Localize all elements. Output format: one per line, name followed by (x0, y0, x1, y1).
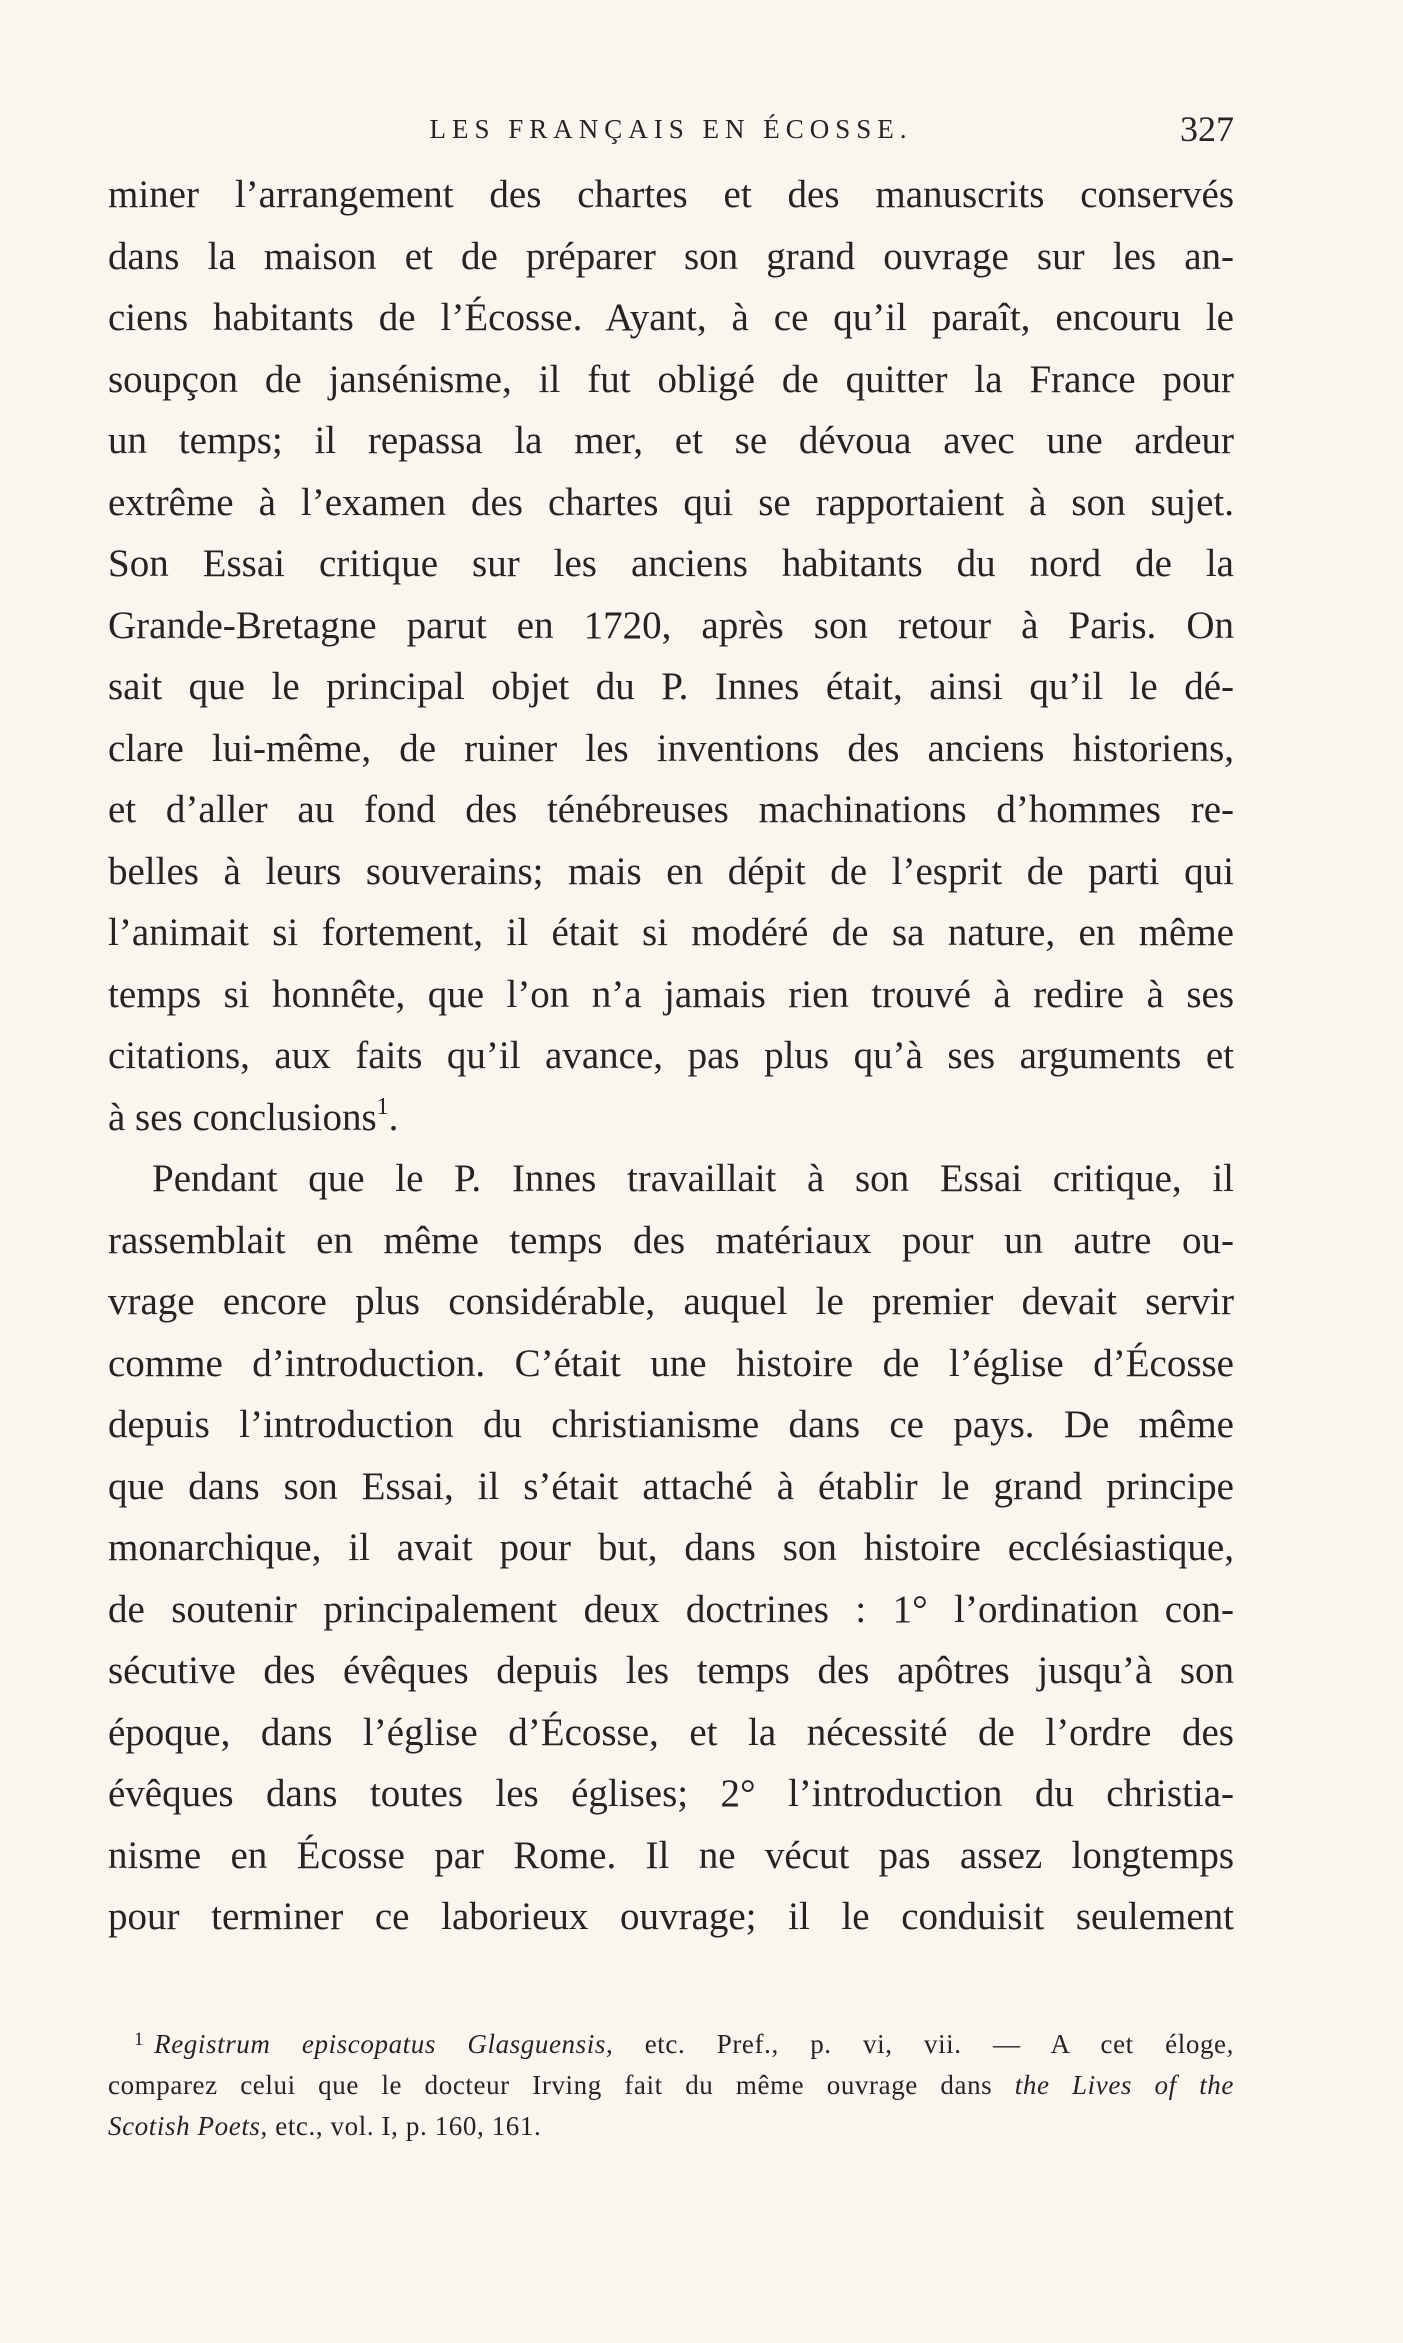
text-line: Grande-Bretagne parut en 1720, après son retour à Paris. On (108, 603, 1234, 647)
footnote-text: etc., vol. I, p. 160, 161. (267, 2111, 542, 2141)
text-line: l’animait si fortement, il était si modéré de sa nature, en même (108, 911, 1234, 954)
text-line: belles à leurs souverains; mais en dépit de l’esprit de parti qui (108, 849, 1234, 893)
text-line: nisme en Écosse par Rome. Il ne vécut pas assez longtemps (108, 1833, 1234, 1877)
main-text (108, 164, 1234, 1948)
text-line: sécutive des évêques depuis les temps des apôtres jusqu’à son (108, 1649, 1234, 1692)
footnote-line (108, 2106, 1234, 2147)
text-line: rassemblait en même temps des matériaux pour un autre ou- (108, 1218, 1234, 1262)
text-line: vrage encore plus considérable, auquel le premier devait servir (108, 1280, 1234, 1323)
text-line: ciens habitants de l’Écosse. Ayant, à ce qu’il paraît, encouru le (108, 296, 1234, 339)
footnote-mark: 1 (134, 2029, 145, 2050)
text-line: époque, dans l’église d’Écosse, et la nécessité de l’ordre des (108, 1710, 1234, 1754)
footnote-title: the Lives of the (1014, 2070, 1234, 2100)
footnote-title: Registrum episcopatus Glasguensis, (154, 2029, 614, 2059)
paragraph-start-line: Pendant que le P. Innes travaillait à son Essai critique, il (152, 1157, 1234, 1200)
text-line: sait que le principal objet du P. Innes était, ainsi qu’il le dé- (108, 665, 1234, 708)
footnote-text: etc. Pref., p. vi, vii. — A cet éloge, (613, 2029, 1234, 2059)
footnote-line (108, 2024, 1234, 2065)
text-span: . (388, 1095, 399, 1139)
text-line: soupçon de jansénisme, il fut obligé de quitter la France pour (108, 357, 1234, 401)
text-line: que dans son Essai, il s’était attaché à établir le grand principe (108, 1464, 1234, 1508)
text-line: dans la maison et de préparer son grand ouvrage sur les an- (108, 234, 1234, 278)
text-line: temps si honnête, que l’on n’a jamais rien trouvé à redire à ses (108, 972, 1234, 1016)
footnote-reference: 1 (376, 1093, 389, 1120)
text-line: et d’aller au fond des ténébreuses machinations d’hommes re- (108, 788, 1234, 831)
footnote-line (108, 2065, 1234, 2106)
text-line: évêques dans toutes les églises; 2° l’introduction du christia- (108, 1772, 1234, 1815)
running-header (108, 108, 1234, 154)
text-line: de soutenir principalement deux doctrines : 1° l’ordination con- (108, 1587, 1234, 1631)
text-line: clare lui-même, de ruiner les inventions des anciens historiens, (108, 726, 1234, 770)
footnote (108, 2024, 1234, 2147)
page-number: 327 (1180, 109, 1234, 149)
paragraph-end-line (108, 1087, 1234, 1149)
text-line: extrême à l’examen des chartes qui se rapportaient à son sujet. (108, 480, 1234, 524)
footnote-text: comparez celui que le docteur Irving fait du même ouvrage dans (108, 2070, 1015, 2100)
text-line: miner l’arrangement des chartes et des manuscrits conservés (108, 173, 1234, 216)
text-line: depuis l’introduction du christianisme dans ce pays. De même (108, 1403, 1234, 1446)
text-line: Son Essai critique sur les anciens habitants du nord de la (108, 542, 1234, 585)
footnote-title: Scotish Poets, (108, 2111, 268, 2141)
text-span: à ses conclusions (108, 1095, 377, 1139)
text-line: comme d’introduction. C’était une histoire de l’église d’Écosse (108, 1341, 1234, 1385)
text-line: un temps; il repassa la mer, et se dévoua avec une ardeur (108, 419, 1234, 462)
text-line: citations, aux faits qu’il avance, pas plus qu’à ses arguments et (108, 1034, 1234, 1077)
text-line: pour terminer ce laborieux ouvrage; il le conduisit seulement (108, 1895, 1234, 1938)
text-line: monarchique, il avait pour but, dans son histoire ecclésiastique, (108, 1526, 1234, 1569)
running-title: LES FRANÇAIS EN ÉCOSSE. (429, 114, 913, 144)
